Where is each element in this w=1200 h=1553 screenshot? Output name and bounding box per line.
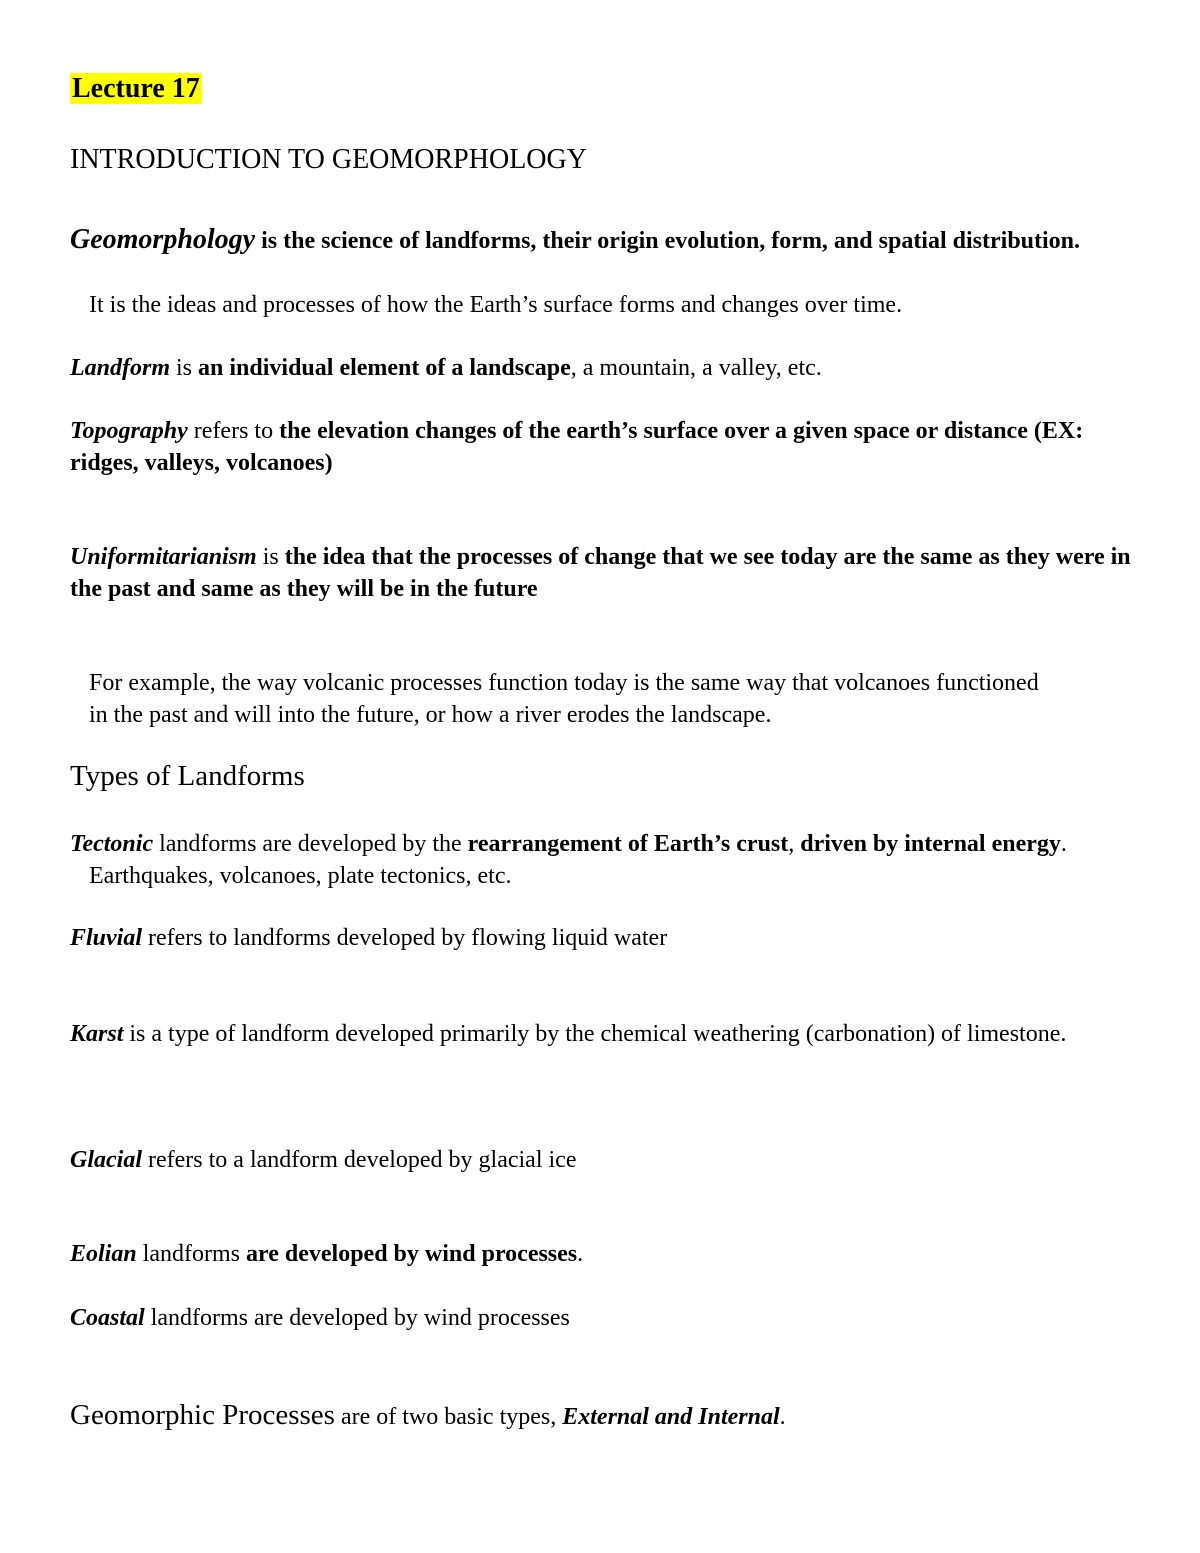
eolian-def: are developed by wind processes: [246, 1241, 578, 1267]
glacial-definition: [70, 1144, 1140, 1176]
landform-definition: [70, 352, 1140, 384]
processes-term: Geomorphic Processes: [70, 1399, 335, 1431]
geomorphology-def: is the science of landforms, their origin evolution, form, and spatial distribution.: [255, 228, 1081, 254]
glacial-def: refers to a landform developed by glacial ice: [142, 1147, 577, 1173]
processes-end: .: [779, 1404, 786, 1430]
tectonic-def2: driven by internal energy: [800, 831, 1061, 857]
geomorphology-note: It is the ideas and processes of how the Earth’s surface forms and changes over time.: [89, 292, 903, 318]
glacial-term: Glacial: [70, 1147, 142, 1173]
karst-definition: [70, 1018, 1110, 1050]
eolian-definition: [70, 1238, 1140, 1270]
geomorphology-term: Geomorphology: [70, 224, 256, 255]
page-title: INTRODUCTION TO GEOMORPHOLOGY: [70, 144, 587, 175]
coastal-definition: [70, 1302, 1140, 1334]
landform-term: Landform: [70, 355, 171, 381]
tectonic-comma: ,: [788, 831, 801, 857]
fluvial-def: refers to landforms developed by flowing liquid water: [142, 925, 668, 951]
tectonic-def1: rearrangement of Earth’s crust: [467, 831, 789, 857]
lecture-highlight: Lecture 17: [72, 73, 200, 104]
uniformitarianism-definition: [70, 541, 1140, 605]
uniformitarianism-is: is: [256, 544, 285, 570]
uniformitarianism-example: For example, the way volcanic processes function today is the same way that volcanoes functioned in the past and will into the future, or how a river erodes the landscape.: [89, 670, 1039, 728]
tectonic-rest: . Earthquakes, volcanoes, plate tectonics, etc.: [89, 831, 1067, 889]
eolian-pre: landforms: [136, 1241, 247, 1267]
tectonic-pre: landforms are developed by the: [153, 831, 468, 857]
lecture-label: [70, 72, 1140, 106]
fluvial-term: Fluvial: [70, 925, 143, 951]
processes-statement: [70, 1396, 1140, 1436]
topography-term: Topography: [70, 418, 188, 444]
karst-def: is a type of landform developed primarily by the chemical weathering (carbonation) of limestone.: [123, 1021, 1067, 1047]
geomorphology-definition: [70, 224, 1140, 257]
coastal-term: Coastal: [70, 1305, 145, 1331]
coastal-def: landforms are developed by wind processes: [144, 1305, 570, 1331]
eolian-term: Eolian: [70, 1241, 137, 1267]
landform-is: is: [170, 355, 199, 381]
karst-term: Karst: [70, 1021, 124, 1047]
landform-rest: , a mountain, a valley, etc.: [570, 355, 822, 381]
processes-types: External and Internal: [562, 1404, 780, 1430]
uniformitarianism-term: Uniformitarianism: [70, 544, 257, 570]
processes-pre: are of two basic types,: [334, 1404, 563, 1430]
tectonic-definition: [70, 828, 1159, 892]
landform-def: an individual element of a landscape: [198, 355, 571, 381]
fluvial-definition: [70, 922, 1140, 954]
tectonic-term: Tectonic: [70, 831, 154, 857]
topography-refers: refers to: [187, 418, 280, 444]
topography-definition: [70, 415, 1140, 479]
types-heading: Types of Landforms: [70, 760, 305, 792]
eolian-end: .: [577, 1241, 584, 1267]
uniformitarianism-def: the idea that the processes of change that we see today are the same as they were in the past and same as they will be in the future: [70, 544, 1131, 602]
topography-def: the elevation changes of the earth’s surface over a given space or distance (EX: ridges, valleys, volcanoes): [70, 418, 1084, 476]
